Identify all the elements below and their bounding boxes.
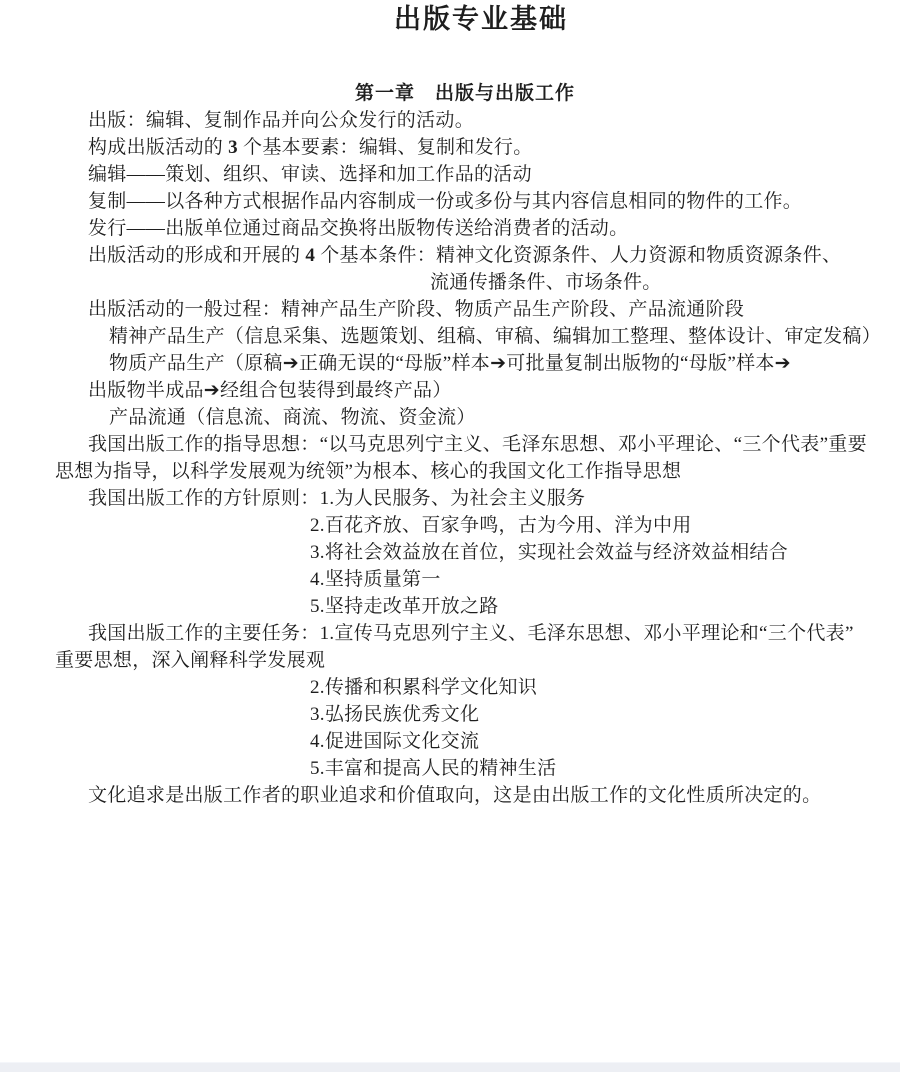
- material-production-line-2: 出版物半成品➔经组合包装得到最终产品）: [88, 380, 452, 401]
- main-tasks-line-1: 我国出版工作的主要任务：1.宣传马克思列宁主义、毛泽东思想、邓小平理论和“三个代表”: [88, 623, 854, 644]
- material-production-line-1: 物质产品生产（原稿➔正确无误的“母版”样本➔可批量复制出版物的“母版”样本➔: [109, 353, 791, 374]
- principles-item: 3.将社会效益放在首位，实现社会效益与经济效益相结合: [310, 542, 789, 563]
- closing-paragraph: 文化追求是出版工作者的职业追求和价值取向，这是由出版工作的文化性质所决定的。: [88, 785, 822, 806]
- guiding-ideology-line-2: 思想为指导，以科学发展观为统领”为根本、核心的我国文化工作指导思想: [55, 461, 682, 482]
- basic-conditions-suffix: 个基本条件：精神文化资源条件、人力资源和物质资源条件、: [315, 245, 842, 266]
- product-circulation-line: 产品流通（信息流、商流、物流、资金流）: [109, 407, 476, 428]
- document-title: 出版专业基础: [394, 4, 568, 34]
- chapter-heading: 第一章 出版与出版工作: [354, 83, 575, 104]
- main-tasks-line-2: 重要思想，深入阐释科学发展观: [55, 650, 326, 671]
- editing-definition: 编辑——策划、组织、审读、选择和加工作品的活动: [88, 164, 532, 185]
- main-tasks-item: 5.丰富和提高人民的精神生活: [310, 758, 557, 779]
- basic-conditions-line: [0, 242, 900, 269]
- basic-elements-line: [0, 134, 900, 161]
- spiritual-production-line: 精神产品生产（信息采集、选题策划、组稿、审稿、编辑加工整理、整体设计、审定发稿）: [109, 326, 882, 347]
- guiding-ideology-line-1: 我国出版工作的指导思想：“以马克思列宁主义、毛泽东思想、邓小平理论、“三个代表”重要: [88, 434, 867, 455]
- principles-item: 4.坚持质量第一: [310, 569, 441, 590]
- main-tasks-item: 4.促进国际文化交流: [310, 731, 480, 752]
- general-process-intro: 出版活动的一般过程：精神产品生产阶段、物质产品生产阶段、产品流通阶段: [88, 299, 745, 320]
- basic-elements-count: 3: [228, 137, 238, 158]
- basic-elements-prefix: 构成出版活动的: [88, 137, 229, 158]
- principles-item: 2.百花齐放、百家争鸣，古为今用、洋为中用: [310, 515, 692, 536]
- basic-conditions-count: 4: [305, 245, 316, 266]
- main-tasks-item: 2.传播和积累科学文化知识: [310, 677, 538, 698]
- basic-conditions-prefix: 出版活动的形成和开展的: [88, 245, 306, 266]
- main-tasks-item: 3.弘扬民族优秀文化: [310, 704, 480, 725]
- viewer-bottom-panel-edge: [0, 1062, 900, 1072]
- principles-line-1: 我国出版工作的方针原则：1.为人民服务、为社会主义服务: [88, 488, 586, 509]
- distribution-definition: 发行——出版单位通过商品交换将出版物传送给消费者的活动。: [88, 218, 629, 239]
- basic-conditions-wrap-line: 流通传播条件、市场条件。: [430, 272, 662, 293]
- basic-elements-suffix: 个基本要素：编辑、复制和发行。: [237, 137, 533, 158]
- principles-item: 5.坚持走改革开放之路: [310, 596, 499, 617]
- reproduction-definition: 复制——以各种方式根据作品内容制成一份或多份与其内容信息相同的物件的工作。: [88, 191, 803, 212]
- definition-paragraph: 出版：编辑、复制作品并向公众发行的活动。: [88, 110, 475, 131]
